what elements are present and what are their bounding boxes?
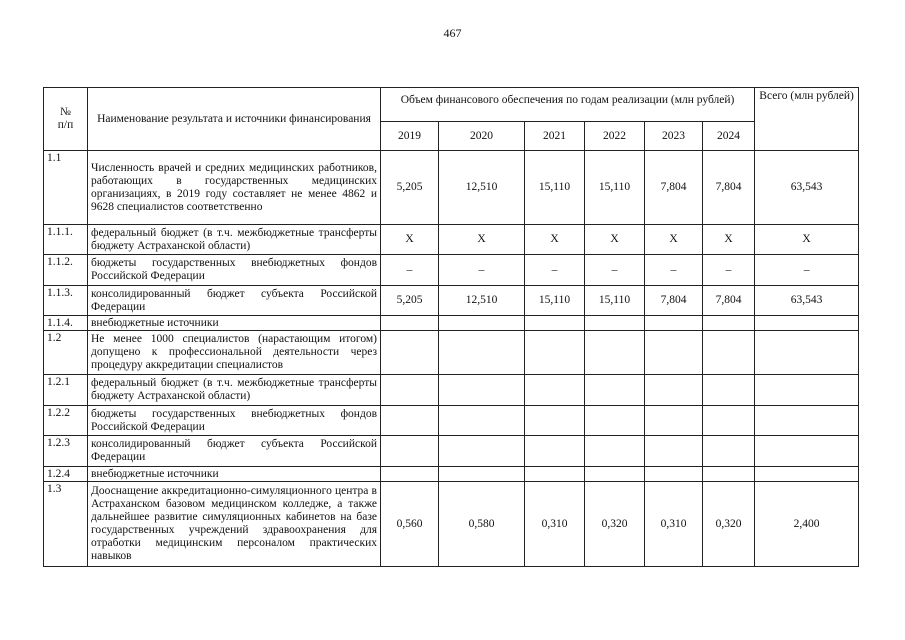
row-total: X <box>755 225 859 255</box>
row-value <box>645 331 703 375</box>
row-name: Численность врачей и средних медицинских работников, работающих в государственных медицинских организациях, в 2019 году составляет не менее 4862 и 9628 специалистов соответственно <box>88 151 381 225</box>
row-value <box>439 467 525 482</box>
table-row <box>44 225 859 255</box>
row-value: X <box>585 225 645 255</box>
row-value: X <box>645 225 703 255</box>
row-value <box>645 467 703 482</box>
header-year: 2024 <box>703 122 755 151</box>
row-name: бюджеты государственных внебюджетных фондов Российской Федерации <box>88 255 381 286</box>
row-value: – <box>585 255 645 286</box>
header-total: Всего (млн рублей) <box>755 88 859 151</box>
row-value <box>525 436 585 467</box>
row-total <box>755 331 859 375</box>
table-row <box>44 375 859 406</box>
row-value <box>439 331 525 375</box>
row-name: консолидированный бюджет субъекта Российской Федерации <box>88 436 381 467</box>
row-number: 1.2.1 <box>44 375 88 406</box>
page-number: 467 <box>443 26 462 40</box>
table-row <box>44 436 859 467</box>
row-value: 15,110 <box>585 286 645 316</box>
header-year: 2022 <box>585 122 645 151</box>
row-total: 63,543 <box>755 151 859 225</box>
table-row <box>44 482 859 567</box>
row-value: 7,804 <box>645 286 703 316</box>
row-value: X <box>439 225 525 255</box>
header-funding: Объем финансового обеспечения по годам реализации (млн рублей) <box>381 88 755 122</box>
row-value <box>585 436 645 467</box>
row-value: – <box>439 255 525 286</box>
row-value: X <box>525 225 585 255</box>
row-value <box>525 331 585 375</box>
row-value <box>381 316 439 331</box>
row-value: 7,804 <box>703 286 755 316</box>
table-row <box>44 151 859 225</box>
row-value <box>585 316 645 331</box>
row-name: Не менее 1000 специалистов (нарастающим итогом) допущено к профессиональной деятельности через процедуру аккредитации специалистов <box>88 331 381 375</box>
header-year: 2020 <box>439 122 525 151</box>
row-value <box>703 331 755 375</box>
row-total: 63,543 <box>755 286 859 316</box>
row-name: консолидированный бюджет субъекта Российской Федерации <box>88 286 381 316</box>
header-name: Наименование результата и источники финансирования <box>88 88 381 151</box>
row-value <box>439 436 525 467</box>
row-value <box>381 467 439 482</box>
row-value: X <box>703 225 755 255</box>
row-value <box>381 375 439 406</box>
row-value: – <box>525 255 585 286</box>
table-row <box>44 255 859 286</box>
row-value: 15,110 <box>525 151 585 225</box>
row-total <box>755 316 859 331</box>
row-value <box>525 467 585 482</box>
row-total: 2,400 <box>755 482 859 567</box>
header-year: 2019 <box>381 122 439 151</box>
row-value <box>439 406 525 436</box>
row-value: 15,110 <box>585 151 645 225</box>
table-row <box>44 467 859 482</box>
row-name: федеральный бюджет (в т.ч. межбюджетные трансферты бюджету Астраханской области) <box>88 375 381 406</box>
row-number: 1.2 <box>44 331 88 375</box>
row-value: – <box>645 255 703 286</box>
row-value <box>525 375 585 406</box>
row-value <box>703 406 755 436</box>
row-value <box>645 406 703 436</box>
row-value <box>585 331 645 375</box>
row-value <box>381 436 439 467</box>
row-number: 1.2.3 <box>44 436 88 467</box>
row-total <box>755 406 859 436</box>
header-num-text: № п/п <box>57 106 74 131</box>
financing-table <box>43 87 859 567</box>
row-value: 7,804 <box>645 151 703 225</box>
row-total <box>755 436 859 467</box>
row-total: – <box>755 255 859 286</box>
row-value <box>645 316 703 331</box>
header-year: 2021 <box>525 122 585 151</box>
row-value: 0,580 <box>439 482 525 567</box>
row-value <box>525 316 585 331</box>
row-value <box>703 436 755 467</box>
row-total <box>755 467 859 482</box>
row-number: 1.1.4. <box>44 316 88 331</box>
table-row <box>44 331 859 375</box>
row-value: 0,560 <box>381 482 439 567</box>
row-value: 7,804 <box>703 151 755 225</box>
row-value: 5,205 <box>381 151 439 225</box>
row-name: Дооснащение аккредитационно-симуляционного центра в Астраханском базовом медицинском колледже, а также дальнейшее развитие симуляционных кабинетов на базе государственных учреждений здравоохранения для отработки медицинским персоналом практических навыков <box>88 482 381 567</box>
header-year: 2023 <box>645 122 703 151</box>
row-value: 0,310 <box>525 482 585 567</box>
row-value: – <box>703 255 755 286</box>
row-name: внебюджетные источники <box>88 316 381 331</box>
row-number: 1.2.2 <box>44 406 88 436</box>
row-value: 0,310 <box>645 482 703 567</box>
row-name: федеральный бюджет (в т.ч. межбюджетные трансферты бюджету Астраханской области) <box>88 225 381 255</box>
row-value: X <box>381 225 439 255</box>
row-total <box>755 375 859 406</box>
row-number: 1.2.4 <box>44 467 88 482</box>
header-num <box>44 88 88 151</box>
row-name: бюджеты государственных внебюджетных фондов Российской Федерации <box>88 406 381 436</box>
row-value: 0,320 <box>703 482 755 567</box>
row-value <box>381 406 439 436</box>
row-value: 5,205 <box>381 286 439 316</box>
row-value <box>585 406 645 436</box>
row-number: 1.1.2. <box>44 255 88 286</box>
row-number: 1.3 <box>44 482 88 567</box>
row-value: 12,510 <box>439 286 525 316</box>
table-row <box>44 406 859 436</box>
row-number: 1.1 <box>44 151 88 225</box>
row-name: внебюджетные источники <box>88 467 381 482</box>
row-value <box>525 406 585 436</box>
table-row <box>44 316 859 331</box>
row-value <box>585 467 645 482</box>
row-value <box>645 375 703 406</box>
row-value <box>439 316 525 331</box>
row-value <box>439 375 525 406</box>
row-value: 15,110 <box>525 286 585 316</box>
row-number: 1.1.3. <box>44 286 88 316</box>
table-row <box>44 286 859 316</box>
row-value <box>703 375 755 406</box>
row-value <box>381 331 439 375</box>
row-value <box>703 316 755 331</box>
row-value: 0,320 <box>585 482 645 567</box>
row-number: 1.1.1. <box>44 225 88 255</box>
row-value: – <box>381 255 439 286</box>
row-value <box>645 436 703 467</box>
row-value <box>703 467 755 482</box>
row-value: 12,510 <box>439 151 525 225</box>
row-value <box>585 375 645 406</box>
